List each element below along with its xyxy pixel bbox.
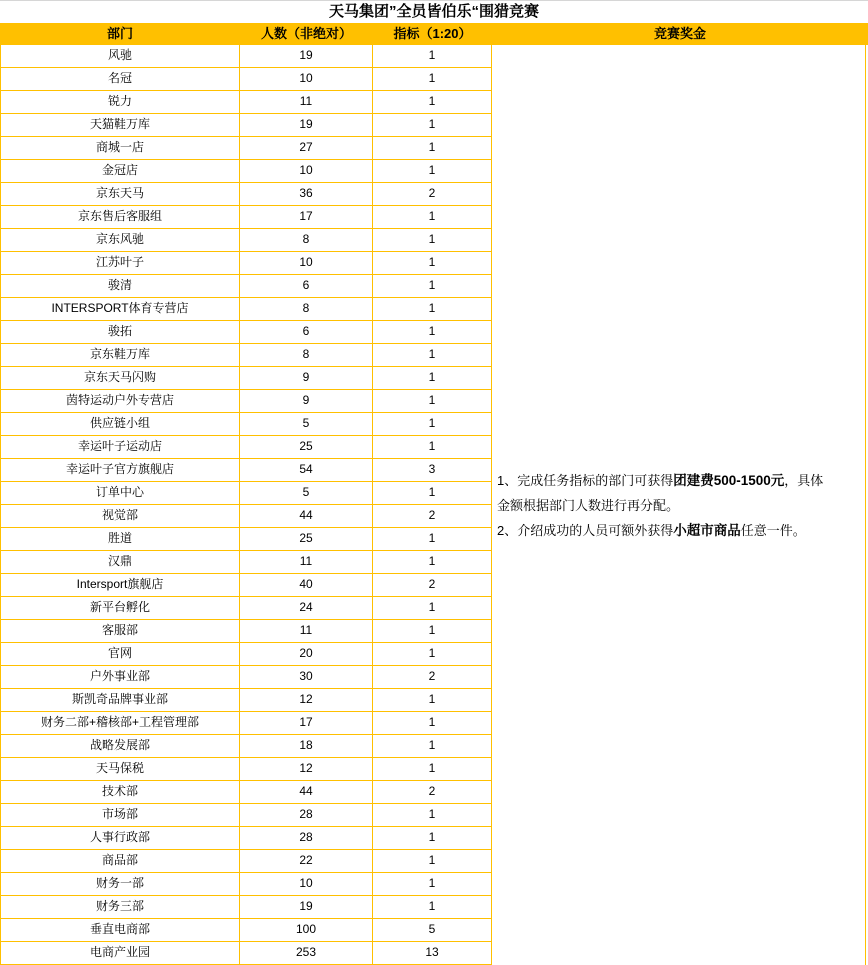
headcount-cell: 8 bbox=[240, 344, 373, 367]
quota-cell: 2 bbox=[373, 574, 492, 597]
quota-cell: 1 bbox=[373, 643, 492, 666]
department-cell: 视觉部 bbox=[0, 505, 240, 528]
quota-cell: 1 bbox=[373, 436, 492, 459]
prize-text bbox=[492, 468, 829, 543]
table-row bbox=[0, 758, 492, 781]
table-row bbox=[0, 367, 492, 390]
quota-cell: 1 bbox=[373, 758, 492, 781]
headcount-cell: 19 bbox=[240, 45, 373, 68]
headcount-cell: 10 bbox=[240, 160, 373, 183]
quota-cell: 1 bbox=[373, 896, 492, 919]
table-body-wrap bbox=[0, 45, 866, 965]
department-cell: 名冠 bbox=[0, 68, 240, 91]
department-cell: 供应链小组 bbox=[0, 413, 240, 436]
quota-cell: 1 bbox=[373, 275, 492, 298]
table-row bbox=[0, 689, 492, 712]
headcount-cell: 44 bbox=[240, 781, 373, 804]
table-body bbox=[0, 45, 492, 965]
quota-cell: 2 bbox=[373, 505, 492, 528]
headcount-cell: 40 bbox=[240, 574, 373, 597]
department-cell: 户外事业部 bbox=[0, 666, 240, 689]
department-cell: 天马保税 bbox=[0, 758, 240, 781]
table-row bbox=[0, 137, 492, 160]
quota-cell: 1 bbox=[373, 206, 492, 229]
quota-cell: 1 bbox=[373, 689, 492, 712]
department-cell: 斯凯奇品牌事业部 bbox=[0, 689, 240, 712]
header-quota: 指标（1:20） bbox=[393, 26, 472, 41]
department-cell: 金冠店 bbox=[0, 160, 240, 183]
department-cell: 订单中心 bbox=[0, 482, 240, 505]
department-cell: 汉鼎 bbox=[0, 551, 240, 574]
department-cell: 市场部 bbox=[0, 804, 240, 827]
table-row bbox=[0, 114, 492, 137]
table-row bbox=[0, 896, 492, 919]
table-row bbox=[0, 160, 492, 183]
headcount-cell: 12 bbox=[240, 758, 373, 781]
quota-cell: 1 bbox=[373, 804, 492, 827]
headcount-cell: 36 bbox=[240, 183, 373, 206]
department-cell: 技术部 bbox=[0, 781, 240, 804]
quota-cell: 1 bbox=[373, 45, 492, 68]
headcount-cell: 6 bbox=[240, 321, 373, 344]
quota-cell: 1 bbox=[373, 252, 492, 275]
department-cell: 新平台孵化 bbox=[0, 597, 240, 620]
department-cell: 财务二部+稽核部+工程管理部 bbox=[0, 712, 240, 735]
department-cell: 财务三部 bbox=[0, 896, 240, 919]
quota-cell: 1 bbox=[373, 91, 492, 114]
table-row bbox=[0, 666, 492, 689]
quota-cell: 2 bbox=[373, 183, 492, 206]
table-row bbox=[0, 574, 492, 597]
prize-line: 金额根据部门人数进行再分配。 bbox=[497, 497, 680, 513]
headcount-cell: 11 bbox=[240, 91, 373, 114]
headcount-cell: 10 bbox=[240, 873, 373, 896]
quota-cell: 1 bbox=[373, 873, 492, 896]
department-cell: 客服部 bbox=[0, 620, 240, 643]
department-cell: 茵特运动户外专营店 bbox=[0, 390, 240, 413]
department-cell: 战略发展部 bbox=[0, 735, 240, 758]
table-row bbox=[0, 528, 492, 551]
department-cell: 京东鞋万库 bbox=[0, 344, 240, 367]
headcount-cell: 253 bbox=[240, 942, 373, 965]
quota-cell: 1 bbox=[373, 712, 492, 735]
department-cell: 骏清 bbox=[0, 275, 240, 298]
table-row bbox=[0, 781, 492, 804]
headcount-cell: 5 bbox=[240, 413, 373, 436]
department-cell: 人事行政部 bbox=[0, 827, 240, 850]
quota-cell: 1 bbox=[373, 344, 492, 367]
table-row bbox=[0, 551, 492, 574]
department-cell: Intersport旗舰店 bbox=[0, 574, 240, 597]
headcount-cell: 11 bbox=[240, 620, 373, 643]
headcount-cell: 8 bbox=[240, 229, 373, 252]
table-row bbox=[0, 505, 492, 528]
table-row bbox=[0, 91, 492, 114]
quota-cell: 1 bbox=[373, 551, 492, 574]
department-cell: 胜道 bbox=[0, 528, 240, 551]
quota-cell: 1 bbox=[373, 620, 492, 643]
headcount-cell: 24 bbox=[240, 597, 373, 620]
headcount-cell: 20 bbox=[240, 643, 373, 666]
quota-cell: 1 bbox=[373, 482, 492, 505]
headcount-cell: 28 bbox=[240, 827, 373, 850]
quota-cell: 3 bbox=[373, 459, 492, 482]
department-cell: 垂直电商部 bbox=[0, 919, 240, 942]
headcount-cell: 44 bbox=[240, 505, 373, 528]
quota-cell: 1 bbox=[373, 229, 492, 252]
table-row bbox=[0, 436, 492, 459]
headcount-cell: 30 bbox=[240, 666, 373, 689]
table-row bbox=[0, 850, 492, 873]
table-row bbox=[0, 804, 492, 827]
table-row bbox=[0, 827, 492, 850]
quota-cell: 2 bbox=[373, 666, 492, 689]
header-prize: 竞赛奖金 bbox=[653, 26, 706, 41]
quota-cell: 1 bbox=[373, 528, 492, 551]
header-department: 部门 bbox=[106, 26, 133, 41]
department-cell: INTERSPORT体育专营店 bbox=[0, 298, 240, 321]
table-row bbox=[0, 68, 492, 91]
department-cell: 商城一店 bbox=[0, 137, 240, 160]
department-cell: 电商产业园 bbox=[0, 942, 240, 965]
header-headcount: 人数（非绝对） bbox=[260, 26, 352, 41]
quota-cell: 1 bbox=[373, 114, 492, 137]
quota-cell: 1 bbox=[373, 850, 492, 873]
department-cell: 京东天马闪购 bbox=[0, 367, 240, 390]
department-cell: 幸运叶子官方旗舰店 bbox=[0, 459, 240, 482]
department-cell: 京东风驰 bbox=[0, 229, 240, 252]
headcount-cell: 9 bbox=[240, 367, 373, 390]
table-row bbox=[0, 275, 492, 298]
table-row bbox=[0, 643, 492, 666]
headcount-cell: 5 bbox=[240, 482, 373, 505]
table-row bbox=[0, 620, 492, 643]
quota-cell: 1 bbox=[373, 321, 492, 344]
department-cell: 京东售后客服组 bbox=[0, 206, 240, 229]
table-row bbox=[0, 298, 492, 321]
page-title: 天马集团”全员皆伯乐“围猎竞赛 bbox=[0, 0, 868, 23]
table-row bbox=[0, 413, 492, 436]
quota-cell: 1 bbox=[373, 137, 492, 160]
prize-line: 1、完成任务指标的部门可获得团建费500-1500元，具体 bbox=[497, 472, 824, 488]
quota-cell: 1 bbox=[373, 597, 492, 620]
department-cell: 风驰 bbox=[0, 45, 240, 68]
table-row bbox=[0, 942, 492, 965]
headcount-cell: 54 bbox=[240, 459, 373, 482]
table-row bbox=[0, 45, 492, 68]
table-row bbox=[0, 482, 492, 505]
department-cell: 江苏叶子 bbox=[0, 252, 240, 275]
table-row bbox=[0, 252, 492, 275]
table-row bbox=[0, 183, 492, 206]
prize-line: 2、介绍成功的人员可额外获得小超市商品任意一件。 bbox=[497, 522, 806, 538]
quota-cell: 1 bbox=[373, 827, 492, 850]
headcount-cell: 19 bbox=[240, 896, 373, 919]
headcount-cell: 22 bbox=[240, 850, 373, 873]
department-cell: 幸运叶子运动店 bbox=[0, 436, 240, 459]
table-row bbox=[0, 321, 492, 344]
department-cell: 锐力 bbox=[0, 91, 240, 114]
headcount-cell: 100 bbox=[240, 919, 373, 942]
headcount-cell: 19 bbox=[240, 114, 373, 137]
headcount-cell: 27 bbox=[240, 137, 373, 160]
headcount-cell: 18 bbox=[240, 735, 373, 758]
headcount-cell: 12 bbox=[240, 689, 373, 712]
table-row bbox=[0, 735, 492, 758]
table-row bbox=[0, 873, 492, 896]
headcount-cell: 10 bbox=[240, 252, 373, 275]
department-cell: 财务一部 bbox=[0, 873, 240, 896]
quota-cell: 1 bbox=[373, 68, 492, 91]
quota-cell: 1 bbox=[373, 160, 492, 183]
headcount-cell: 17 bbox=[240, 712, 373, 735]
headcount-cell: 25 bbox=[240, 436, 373, 459]
table-row bbox=[0, 459, 492, 482]
headcount-cell: 25 bbox=[240, 528, 373, 551]
table-row bbox=[0, 229, 492, 252]
prize-cell bbox=[492, 45, 866, 965]
quota-cell: 1 bbox=[373, 735, 492, 758]
table-row bbox=[0, 344, 492, 367]
table-row bbox=[0, 597, 492, 620]
quota-cell: 13 bbox=[373, 942, 492, 965]
headcount-cell: 11 bbox=[240, 551, 373, 574]
headcount-cell: 10 bbox=[240, 68, 373, 91]
table-row bbox=[0, 919, 492, 942]
quota-cell: 1 bbox=[373, 390, 492, 413]
quota-cell: 5 bbox=[373, 919, 492, 942]
quota-cell: 1 bbox=[373, 413, 492, 436]
department-cell: 骏拓 bbox=[0, 321, 240, 344]
table-row bbox=[0, 206, 492, 229]
table-row bbox=[0, 712, 492, 735]
headcount-cell: 17 bbox=[240, 206, 373, 229]
department-cell: 京东天马 bbox=[0, 183, 240, 206]
quota-cell: 2 bbox=[373, 781, 492, 804]
headcount-cell: 8 bbox=[240, 298, 373, 321]
headcount-cell: 6 bbox=[240, 275, 373, 298]
quota-cell: 1 bbox=[373, 367, 492, 390]
department-cell: 商品部 bbox=[0, 850, 240, 873]
headcount-cell: 9 bbox=[240, 390, 373, 413]
headcount-cell: 28 bbox=[240, 804, 373, 827]
table-row bbox=[0, 390, 492, 413]
quota-cell: 1 bbox=[373, 298, 492, 321]
department-cell: 天猫鞋万库 bbox=[0, 114, 240, 137]
department-cell: 官网 bbox=[0, 643, 240, 666]
table-header bbox=[0, 23, 868, 45]
